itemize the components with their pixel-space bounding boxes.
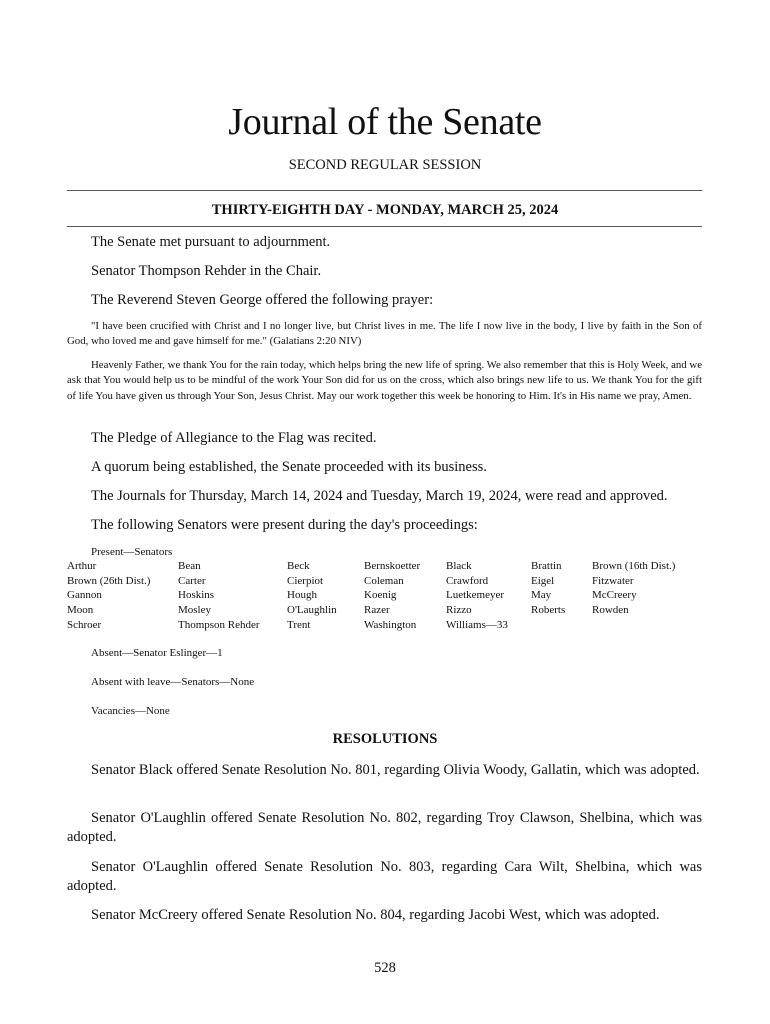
- senator-name: [592, 619, 707, 634]
- present-intro-paragraph: The following Senators were present during the day's proceedings:: [91, 517, 478, 533]
- senator-name: Moon: [67, 604, 94, 617]
- table-row: [67, 560, 707, 575]
- senator-name: Luetkemeyer: [446, 589, 505, 602]
- senator-name: Gannon: [67, 589, 102, 602]
- absent-with-leave-note: Absent with leave—Senators—None: [91, 676, 255, 688]
- senator-name: Koenig: [364, 589, 397, 602]
- prayer-quote: "I have been crucified with Christ and I no longer live, but Christ lives in me. The life I now live in the body, I live by faith in the Son of God, who loved me and gave himself for me." (Galatians 2:20 NIV): [67, 320, 702, 348]
- prayer-intro-paragraph: The Reverend Steven George offered the following prayer:: [91, 292, 434, 308]
- senator-name: Roberts: [531, 604, 566, 617]
- present-heading: Present—Senators: [91, 546, 173, 558]
- journals-paragraph: The Journals for Thursday, March 14, 2024 and Tuesday, March 19, 2024, were read and approved.: [91, 488, 668, 504]
- senator-name: Eigel: [531, 574, 555, 587]
- adjournment-paragraph: The Senate met pursuant to adjournment.: [91, 234, 331, 250]
- resolution-paragraph: Senator McCreery offered Senate Resolution No. 804, regarding Jacobi West, which was adopted.: [91, 907, 660, 923]
- resolution-paragraph: Senator O'Laughlin offered Senate Resolution No. 802, regarding Troy Clawson, Shelbina, which was adopted.: [67, 810, 702, 845]
- senator-name: Schroer: [67, 618, 102, 631]
- table-row: [67, 619, 707, 634]
- top-divider: [67, 190, 702, 191]
- senator-name: Razer: [364, 604, 390, 617]
- session-label: SECOND REGULAR SESSION: [288, 157, 482, 173]
- page-number: 528: [374, 960, 396, 976]
- senator-name: Rowden: [592, 604, 629, 617]
- resolutions-heading: RESOLUTIONS: [332, 731, 438, 747]
- senator-name: Beck: [287, 560, 310, 572]
- senator-name: Arthur: [67, 560, 97, 572]
- senator-name: [531, 619, 592, 634]
- absent-note: Absent—Senator Eslinger—1: [91, 647, 223, 659]
- senator-name: Williams—33: [446, 618, 508, 631]
- senator-name: Crawford: [446, 574, 489, 587]
- journal-title: Journal of the Senate: [228, 101, 542, 143]
- vacancies-note: Vacancies—None: [91, 705, 170, 717]
- quorum-paragraph: A quorum being established, the Senate proceeded with its business.: [91, 459, 487, 475]
- senator-name: Cierpiot: [287, 574, 324, 587]
- senator-name: Carter: [178, 574, 206, 587]
- senator-name: May: [531, 589, 552, 602]
- senator-name: Fitzwater: [592, 574, 634, 587]
- senator-name: Coleman: [364, 574, 404, 587]
- senator-name: Hoskins: [178, 589, 215, 602]
- table-row: [67, 575, 707, 590]
- chair-paragraph: Senator Thompson Rehder in the Chair.: [91, 263, 322, 279]
- resolution-paragraph: Senator Black offered Senate Resolution No. 801, regarding Olivia Woody, Gallatin, which was adopted.: [91, 762, 700, 778]
- day-heading: THIRTY-EIGHTH DAY - MONDAY, MARCH 25, 2024: [211, 202, 559, 218]
- prayer-text: Heavenly Father, we thank You for the rain today, which helps bring the new life of spring. We also remember that this is Holy Week, and we ask that You would help us to be mindful of the work Your Son did for us on the cross, which also brings new life to us. We thank You for the gift of life You have given us through Your Son, Jesus Christ. May our work together this week be honoring to Him. It's in His name we pray, Amen.: [67, 359, 702, 402]
- senator-name: Bernskoetter: [364, 560, 421, 572]
- table-row: [67, 589, 707, 604]
- senator-name: Rizzo: [446, 604, 472, 617]
- resolution-paragraph: Senator O'Laughlin offered Senate Resolution No. 803, regarding Cara Wilt, Shelbina, which was adopted.: [67, 859, 702, 894]
- bottom-divider: [67, 226, 702, 227]
- table-row: [67, 604, 707, 619]
- senator-name: Brown (26th Dist.): [67, 574, 151, 587]
- senator-name: Brown (16th Dist.): [592, 560, 676, 572]
- senator-name: Bean: [178, 560, 201, 572]
- senator-name: Mosley: [178, 604, 211, 617]
- senator-name: Hough: [287, 589, 317, 602]
- senator-name: Brattin: [531, 560, 562, 572]
- senator-name: O'Laughlin: [287, 604, 337, 617]
- pledge-paragraph: The Pledge of Allegiance to the Flag was recited.: [91, 430, 377, 446]
- senator-name: Thompson Rehder: [178, 618, 260, 631]
- senator-name: McCreery: [592, 589, 637, 602]
- senator-name: Black: [446, 560, 472, 572]
- senator-name: Trent: [287, 618, 311, 631]
- senators-present-table: [67, 560, 707, 633]
- senator-name: Washington: [364, 618, 417, 631]
